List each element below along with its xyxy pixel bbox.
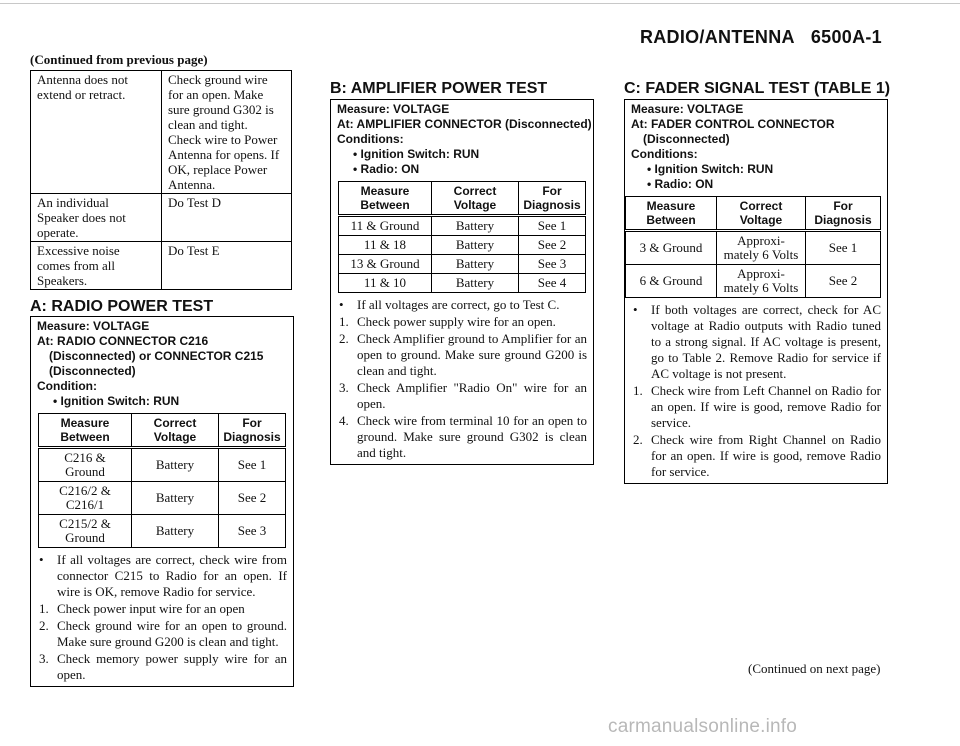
column-header: Measure Between <box>39 414 132 448</box>
measure-cell: 11 & Ground <box>339 216 432 236</box>
condition-line: (Disconnected) or CONNECTOR C215 <box>49 349 264 363</box>
condition-line: Measure: VOLTAGE <box>37 319 150 333</box>
action-line: clean and tight. <box>168 117 248 132</box>
action-line: Check ground wire <box>168 72 268 87</box>
section-c-measure-table <box>625 196 881 298</box>
list-item: 1. Check power input wire for an open <box>39 601 245 616</box>
list-item: 3. Check Amplifier "Radio On" wire for an open. <box>339 380 587 411</box>
condition-line: • Ignition Switch: RUN <box>353 147 480 161</box>
diagnosis-cell: See 1 <box>219 448 286 482</box>
table-row <box>31 194 292 242</box>
section-a-title: A: RADIO POWER TEST <box>30 298 214 315</box>
measure-cell: C215/2 & Ground <box>39 515 132 548</box>
symptom-line: Excessive noise <box>37 243 120 258</box>
diagnosis-cell: See 2 <box>219 482 286 515</box>
action-line: OK, replace Power <box>168 162 268 177</box>
page-header-code: 6500A-1 <box>810 27 882 47</box>
condition-line: At: FADER CONTROL CONNECTOR <box>631 117 835 131</box>
diagnosis-cell: See 3 <box>519 255 586 274</box>
voltage-cell: Approxi- mately 6 Volts <box>717 231 806 265</box>
table-row <box>626 265 881 298</box>
measure-cell: 6 & Ground <box>626 265 717 298</box>
watermark-text: carmanualsonline.info <box>608 716 798 737</box>
symptom-line: comes from all <box>37 258 115 273</box>
column-header: For Diagnosis <box>519 182 586 216</box>
diagnosis-cell: See 2 <box>519 236 586 255</box>
condition-line: (Disconnected) <box>643 132 730 146</box>
action-line: Do Test E <box>168 243 220 258</box>
symptom-line: Speakers. <box>37 273 88 288</box>
condition-line: Measure: VOLTAGE <box>337 102 450 116</box>
measure-cell: 11 & 18 <box>339 236 432 255</box>
condition-line: Condition: <box>37 379 97 393</box>
diagnosis-cell: See 1 <box>806 231 881 265</box>
section-c-box <box>624 99 888 484</box>
voltage-cell: Battery <box>432 255 519 274</box>
list-item: 2. Check ground wire for an open to ground. Make sure ground G200 is clean and tight. <box>39 618 287 649</box>
voltage-cell: Battery <box>132 515 219 548</box>
condition-line: • Ignition Switch: RUN <box>53 394 180 408</box>
action-cell <box>162 242 292 290</box>
action-line: sure ground G302 is <box>168 102 274 117</box>
section-b-measure-table <box>338 181 586 293</box>
condition-line: At: RADIO CONNECTOR C216 <box>37 334 209 348</box>
symptom-cell <box>31 194 162 242</box>
page-header <box>640 27 882 48</box>
condition-line: Conditions: <box>337 132 404 146</box>
symptom-table <box>30 70 292 290</box>
voltage-cell: Battery <box>432 216 519 236</box>
action-line: for an open. Make <box>168 87 264 102</box>
list-item: 1. Check wire from Left Channel on Radio for an open. If wire is good, remove Radio for service. <box>633 383 881 430</box>
condition-line: • Ignition Switch: RUN <box>647 162 774 176</box>
list-item: 2. Check wire from Right Channel on Radio for an open. If wire is good, remove Radio for service. <box>633 432 881 479</box>
column-header: Correct Voltage <box>132 414 219 448</box>
symptom-line: Antenna does not <box>37 72 128 87</box>
list-item: 4. Check wire from terminal 10 for an open to ground. Make sure ground G302 is clean and tight. <box>339 413 587 460</box>
section-c-notes <box>625 298 887 483</box>
section-a-box <box>30 316 294 687</box>
measure-cell: C216 & Ground <box>39 448 132 482</box>
section-b-notes <box>331 293 593 464</box>
symptom-cell <box>31 71 162 194</box>
diagnosis-cell: See 4 <box>519 274 586 293</box>
condition-line: Measure: VOLTAGE <box>631 102 744 116</box>
action-line: Check wire to Power <box>168 132 278 147</box>
condition-line: (Disconnected) <box>49 364 136 378</box>
voltage-cell: Approxi- mately 6 Volts <box>717 265 806 298</box>
table-header-row <box>339 182 586 216</box>
table-header-row <box>626 197 881 231</box>
condition-line: At: AMPLIFIER CONNECTOR (Disconnected) <box>337 117 592 131</box>
voltage-cell: Battery <box>432 236 519 255</box>
table-row <box>339 236 586 255</box>
condition-line: • Radio: ON <box>647 177 714 191</box>
table-row <box>31 242 292 290</box>
column-header: Correct Voltage <box>432 182 519 216</box>
continued-to-note: (Continued on next page) <box>748 661 881 676</box>
symptom-line: Speaker does not <box>37 210 126 225</box>
symptom-line: extend or retract. <box>37 87 126 102</box>
table-row <box>39 448 286 482</box>
table-row <box>339 255 586 274</box>
list-item: • If all voltages are correct, go to Test C. <box>339 297 560 312</box>
table-header-row <box>39 414 286 448</box>
section-a-measure-table <box>38 413 286 548</box>
diagnosis-cell: See 1 <box>519 216 586 236</box>
list-item: 1. Check power supply wire for an open. <box>339 314 556 329</box>
section-a-conditions <box>31 317 293 411</box>
section-b-title: B: AMPLIFIER POWER TEST <box>330 80 548 97</box>
voltage-cell: Battery <box>132 482 219 515</box>
voltage-cell: Battery <box>432 274 519 293</box>
table-row <box>339 274 586 293</box>
section-b-box <box>330 99 594 465</box>
measure-cell: 11 & 10 <box>339 274 432 293</box>
column-header: For Diagnosis <box>219 414 286 448</box>
table-row <box>339 216 586 236</box>
column-header: Measure Between <box>626 197 717 231</box>
column-header: For Diagnosis <box>806 197 881 231</box>
column-header: Correct Voltage <box>717 197 806 231</box>
list-item: • If both voltages are correct, check for AC voltage at Radio outputs with Radio tuned to a strong signal. If AC voltage is present, go to Table 2. Remove Radio for service if AC voltage is not present. <box>633 302 881 381</box>
column-header: Measure Between <box>339 182 432 216</box>
symptom-cell <box>31 242 162 290</box>
condition-line: • Radio: ON <box>353 162 420 176</box>
table-row <box>626 231 881 265</box>
top-rule <box>0 3 960 4</box>
symptom-line: operate. <box>37 225 79 240</box>
section-c-conditions <box>625 100 887 194</box>
section-b-conditions <box>331 100 593 179</box>
table-row <box>39 515 286 548</box>
action-line: Do Test D <box>168 195 222 210</box>
table-row <box>31 71 292 194</box>
measure-cell: 13 & Ground <box>339 255 432 274</box>
measure-cell: 3 & Ground <box>626 231 717 265</box>
diagnosis-cell: See 3 <box>219 515 286 548</box>
action-line: Antenna for opens. If <box>168 147 280 162</box>
section-c-title: C: FADER SIGNAL TEST (TABLE 1) <box>624 80 891 97</box>
diagnosis-cell: See 2 <box>806 265 881 298</box>
voltage-cell: Battery <box>132 448 219 482</box>
page-header-title: RADIO/ANTENNA <box>639 27 795 47</box>
table-row <box>39 482 286 515</box>
action-cell <box>162 71 292 194</box>
section-a-notes <box>31 548 293 686</box>
list-item: 3. Check memory power supply wire for an open. <box>39 651 287 682</box>
symptom-line: An individual <box>37 195 109 210</box>
list-item: 2. Check Amplifier ground to Amplifier for an open to ground. Make sure ground G200 is clean and tight. <box>339 331 587 378</box>
action-cell <box>162 194 292 242</box>
action-line: Antenna. <box>168 177 216 192</box>
condition-line: Conditions: <box>631 147 698 161</box>
continued-from-note: (Continued from previous page) <box>30 52 208 67</box>
list-item: • If all voltages are correct, check wire from connector C215 to Radio for an open. If wire is OK, remove Radio for service. <box>39 552 287 599</box>
measure-cell: C216/2 & C216/1 <box>39 482 132 515</box>
